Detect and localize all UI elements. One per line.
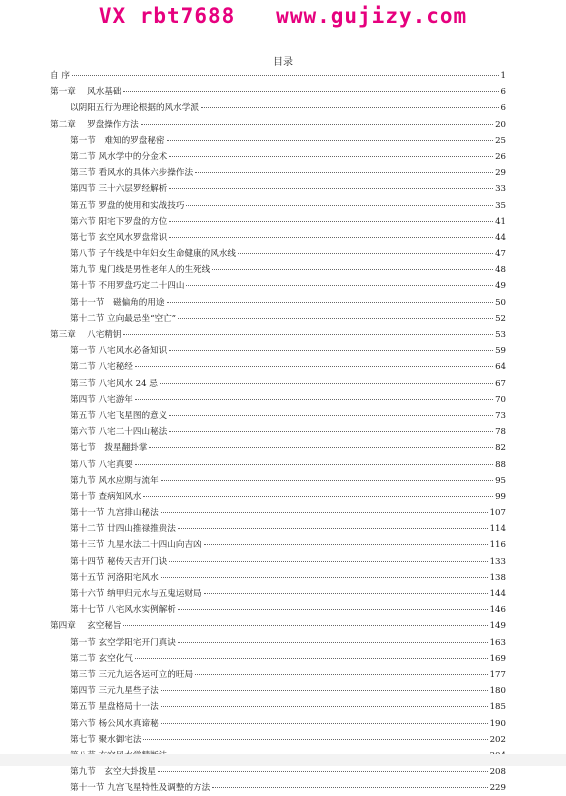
toc-page-number: 64 (495, 362, 506, 373)
toc-entry-label: 第十一节 磁偏角的用途 (70, 297, 165, 308)
toc-entry-label: 第十节 不用罗盘巧定二十四山 (70, 281, 185, 292)
toc-section-entry[interactable] (50, 505, 506, 521)
toc-dot-leader (143, 739, 487, 740)
toc-entry-label: 第四节 八宅游年 (70, 394, 133, 405)
toc-dot-leader (161, 706, 488, 707)
toc-page-number: 73 (495, 410, 506, 421)
toc-entry-label: 第五节 罗盘的使用和实战技巧 (70, 200, 185, 211)
toc-page-number: 88 (495, 459, 506, 470)
toc-section-entry[interactable] (50, 181, 506, 197)
toc-dot-leader (169, 431, 493, 432)
toc-dot-leader (160, 383, 493, 384)
toc-page-number: 163 (489, 637, 506, 648)
toc-dot-leader (167, 302, 494, 303)
toc-dot-leader (161, 723, 488, 724)
toc-section-entry[interactable] (50, 408, 506, 424)
toc-entry-label: 第六节 八宅二十四山秘法 (70, 427, 168, 438)
toc-page-number: 229 (489, 783, 506, 794)
toc-entry-label: 第十三节 九星水法二十四山向吉凶 (70, 540, 202, 551)
toc-section-entry[interactable] (50, 732, 506, 748)
toc-section-entry[interactable] (50, 602, 506, 618)
toc-entry-label: 第七节 玄空风水罗盘常识 (70, 232, 168, 243)
toc-entry-label: 第一章 风水基础 (50, 87, 122, 98)
toc-page-number: 6 (500, 87, 506, 98)
toc-entry-label: 第一节 八宅风水必备知识 (70, 346, 168, 357)
toc-entry-label: 第十五节 河洛阳宅风水 (70, 572, 159, 583)
toc-page-number: 53 (495, 330, 506, 340)
toc-dot-leader (238, 253, 493, 254)
toc-dot-leader (178, 609, 488, 610)
toc-dot-leader (186, 205, 493, 206)
toc-dot-leader (161, 577, 488, 578)
toc-page-number: 33 (495, 184, 506, 195)
toc-section-entry[interactable] (50, 133, 506, 149)
toc-section-entry[interactable] (50, 764, 506, 780)
toc-dot-leader (212, 269, 493, 270)
toc-section-entry[interactable] (50, 635, 506, 651)
toc-section-entry[interactable] (50, 440, 506, 456)
toc-dot-leader (123, 625, 487, 626)
toc-dot-leader (212, 787, 487, 788)
toc-dot-leader (149, 447, 493, 448)
toc-entry-label: 第一节 难知的罗盘秘密 (70, 135, 165, 146)
toc-dot-leader (178, 528, 488, 529)
toc-dot-leader (72, 75, 499, 76)
toc-page-number: 114 (489, 524, 506, 535)
toc-entry-label: 第八节 子午线是中年妇女生命健康的风水线 (70, 249, 237, 260)
toc-section-entry[interactable] (50, 359, 506, 375)
toc-section-entry[interactable] (50, 424, 506, 440)
toc-entry-label: 第十一节 九宫飞星特性及调整的方法 (70, 783, 211, 794)
toc-dot-leader (169, 237, 493, 238)
toc-page-number: 41 (495, 216, 506, 227)
toc-dot-leader (169, 350, 493, 351)
toc-page-number: 70 (495, 394, 506, 405)
toc-dot-leader (201, 107, 499, 108)
toc-section-entry[interactable] (50, 716, 506, 732)
toc-dot-leader (135, 366, 493, 367)
toc-section-entry[interactable] (50, 537, 506, 553)
toc-dot-leader (169, 415, 493, 416)
toc-page-number: 50 (495, 297, 506, 308)
toc-section-entry[interactable] (50, 198, 506, 214)
toc-entry-label: 第六节 杨公风水真谛秘 (70, 718, 159, 729)
toc-page-number: 190 (489, 718, 506, 729)
toc-page-number: 20 (495, 119, 506, 130)
toc-dot-leader (195, 172, 493, 173)
toc-entry-label: 自 序 (50, 71, 70, 81)
toc-page-number: 35 (495, 200, 506, 211)
page-title: 目录 (273, 57, 293, 68)
toc-dot-leader (135, 464, 493, 465)
toc-entry-label: 第六节 阳宅下罗盘的方位 (70, 216, 168, 227)
toc-entry-label: 第五节 八宅飞星图的意义 (70, 410, 168, 421)
toc-dot-leader (169, 156, 493, 157)
toc-dot-leader (204, 544, 488, 545)
toc-page-number: 177 (489, 669, 506, 680)
toc-dot-leader (123, 91, 498, 92)
toc-entry-label: 第三节 三元九运各运可立的旺局 (70, 669, 194, 680)
toc-dot-leader (169, 221, 493, 222)
toc-section-entry[interactable] (50, 262, 506, 278)
toc-dot-leader (161, 512, 488, 513)
toc-dot-leader (169, 561, 487, 562)
toc-entry-label: 第二节 风水学中的分金术 (70, 151, 168, 162)
table-of-contents (50, 68, 506, 796)
toc-section-entry[interactable] (50, 246, 506, 262)
toc-section-entry[interactable] (50, 457, 506, 473)
toc-entry-label: 第九节 鬼门线是男性老年人的生死线 (70, 265, 211, 276)
toc-page-number: 82 (495, 443, 506, 454)
toc-page-number: 95 (495, 475, 506, 486)
toc-page-number: 146 (489, 605, 506, 616)
toc-entry-label: 第七节 拨星翻卦掌 (70, 443, 148, 454)
toc-page-number: 52 (495, 313, 506, 324)
toc-chapter-entry[interactable] (50, 618, 506, 634)
toc-page-number: 138 (489, 572, 506, 583)
toc-entry-label: 第三节 看风水的具体六步操作法 (70, 168, 194, 179)
toc-page-number: 78 (495, 427, 506, 438)
toc-section-entry[interactable] (50, 343, 506, 359)
toc-section-entry[interactable] (50, 699, 506, 715)
toc-dot-leader (186, 285, 493, 286)
toc-page-number: 44 (495, 232, 506, 243)
toc-section-entry[interactable] (50, 278, 506, 294)
toc-page-number: 107 (489, 508, 506, 519)
toc-page-number: 208 (489, 767, 506, 778)
toc-entry-label: 第二章 罗盘操作方法 (50, 119, 139, 130)
toc-dot-leader (143, 496, 493, 497)
toc-dot-leader (158, 771, 488, 772)
toc-dot-leader (123, 334, 493, 335)
toc-entry-label: 第四章 玄空秘旨 (50, 621, 122, 632)
toc-dot-leader (167, 140, 494, 141)
toc-page-number: 116 (489, 540, 506, 551)
toc-entry-label: 第十六节 纳甲归元水与五鬼运财局 (70, 589, 202, 599)
toc-page-number: 48 (495, 265, 506, 276)
toc-entry-label: 第四节 三元九星些子法 (70, 686, 159, 697)
toc-section-entry[interactable] (50, 473, 506, 489)
toc-dot-leader (178, 318, 493, 319)
toc-section-entry[interactable] (50, 586, 506, 602)
toc-dot-leader (169, 188, 493, 189)
toc-dot-leader (141, 124, 493, 125)
toc-page-number: 6 (500, 103, 506, 114)
toc-page-number: 144 (489, 589, 506, 599)
toc-entry-label: 第九节 风水应期与流年 (70, 475, 159, 486)
toc-entry-label: 以阴阳五行为理论根据的风水学派 (70, 103, 199, 114)
toc-page-number: 149 (489, 621, 506, 632)
toc-section-entry[interactable] (50, 521, 506, 537)
toc-entry-label: 第二节 八宅秘经 (70, 362, 133, 373)
toc-entry-label: 第二节 玄空化气 (70, 653, 133, 664)
toc-page-number: 25 (495, 135, 506, 146)
toc-chapter-entry[interactable] (50, 327, 506, 343)
toc-section-entry[interactable] (50, 165, 506, 181)
toc-page-number: 47 (495, 249, 506, 260)
toc-section-entry[interactable] (50, 651, 506, 667)
toc-page-number: 49 (495, 281, 506, 292)
toc-section-entry[interactable] (50, 100, 506, 116)
toc-section-entry[interactable] (50, 311, 506, 327)
toc-page-number: 26 (495, 151, 506, 162)
toc-section-entry[interactable] (50, 489, 506, 505)
toc-page-number: 1 (500, 71, 506, 81)
toc-section-entry[interactable] (50, 149, 506, 165)
toc-entry-label: 第四节 三十六层罗经解析 (70, 184, 168, 195)
toc-entry-label: 第十四节 秘传天吉开门诀 (70, 556, 168, 567)
toc-section-entry[interactable] (50, 570, 506, 586)
toc-dot-leader (195, 674, 488, 675)
toc-entry-label: 第十七节 八宅风水实例解析 (70, 605, 176, 616)
toc-page-number: 169 (489, 653, 506, 664)
toc-section-entry[interactable] (50, 554, 506, 570)
toc-page-number: 180 (489, 686, 506, 697)
toc-page-number: 133 (489, 556, 506, 567)
toc-dot-leader (161, 690, 488, 691)
toc-section-entry[interactable] (50, 667, 506, 683)
toc-page-number: 29 (495, 168, 506, 179)
toc-entry-label: 第十二节 立向最忌坐“空亡” (70, 313, 177, 324)
toc-section-entry[interactable] (50, 230, 506, 246)
toc-entry-label: 第五节 星盘格局十一法 (70, 702, 159, 713)
toc-chapter-entry[interactable] (50, 68, 506, 84)
toc-dot-leader (204, 593, 488, 594)
toc-section-entry[interactable] (50, 392, 506, 408)
toc-entry-label: 第三节 八宅风水 24 忌 (70, 378, 158, 389)
toc-dot-leader (178, 642, 488, 643)
toc-entry-label: 第十二节 廿四山推禄推贵法 (70, 524, 176, 535)
toc-entry-label: 第十节 查病知风水 (70, 491, 142, 502)
toc-entry-label: 第十一节 九宫排山秘法 (70, 508, 159, 519)
watermark-text: VX rbt7688 www.gujizy.com (98, 4, 468, 28)
toc-entry-label: 第七节 聚水御宅法 (70, 734, 142, 745)
toc-section-entry[interactable] (50, 295, 506, 311)
toc-page-number: 67 (495, 378, 506, 389)
toc-section-entry[interactable] (50, 780, 506, 796)
toc-entry-label: 第九节 玄空大卦拨星 (70, 767, 156, 778)
page-bottom-edge (0, 754, 566, 766)
toc-entry-label: 第一节 玄空学阳宅开门真诀 (70, 637, 176, 648)
toc-dot-leader (135, 658, 488, 659)
toc-page-number: 99 (495, 491, 506, 502)
toc-entry-label: 第八节 八宅真要 (70, 459, 133, 470)
toc-dot-leader (161, 480, 493, 481)
toc-chapter-entry[interactable] (50, 84, 506, 100)
toc-section-entry[interactable] (50, 214, 506, 230)
toc-page-number: 202 (489, 734, 506, 745)
toc-dot-leader (135, 399, 493, 400)
toc-entry-label: 第三章 八宅精钥 (50, 330, 122, 340)
toc-section-entry[interactable] (50, 683, 506, 699)
toc-chapter-entry[interactable] (50, 117, 506, 133)
toc-page-number: 59 (495, 346, 506, 357)
toc-section-entry[interactable] (50, 376, 506, 392)
toc-page-number: 185 (489, 702, 506, 713)
